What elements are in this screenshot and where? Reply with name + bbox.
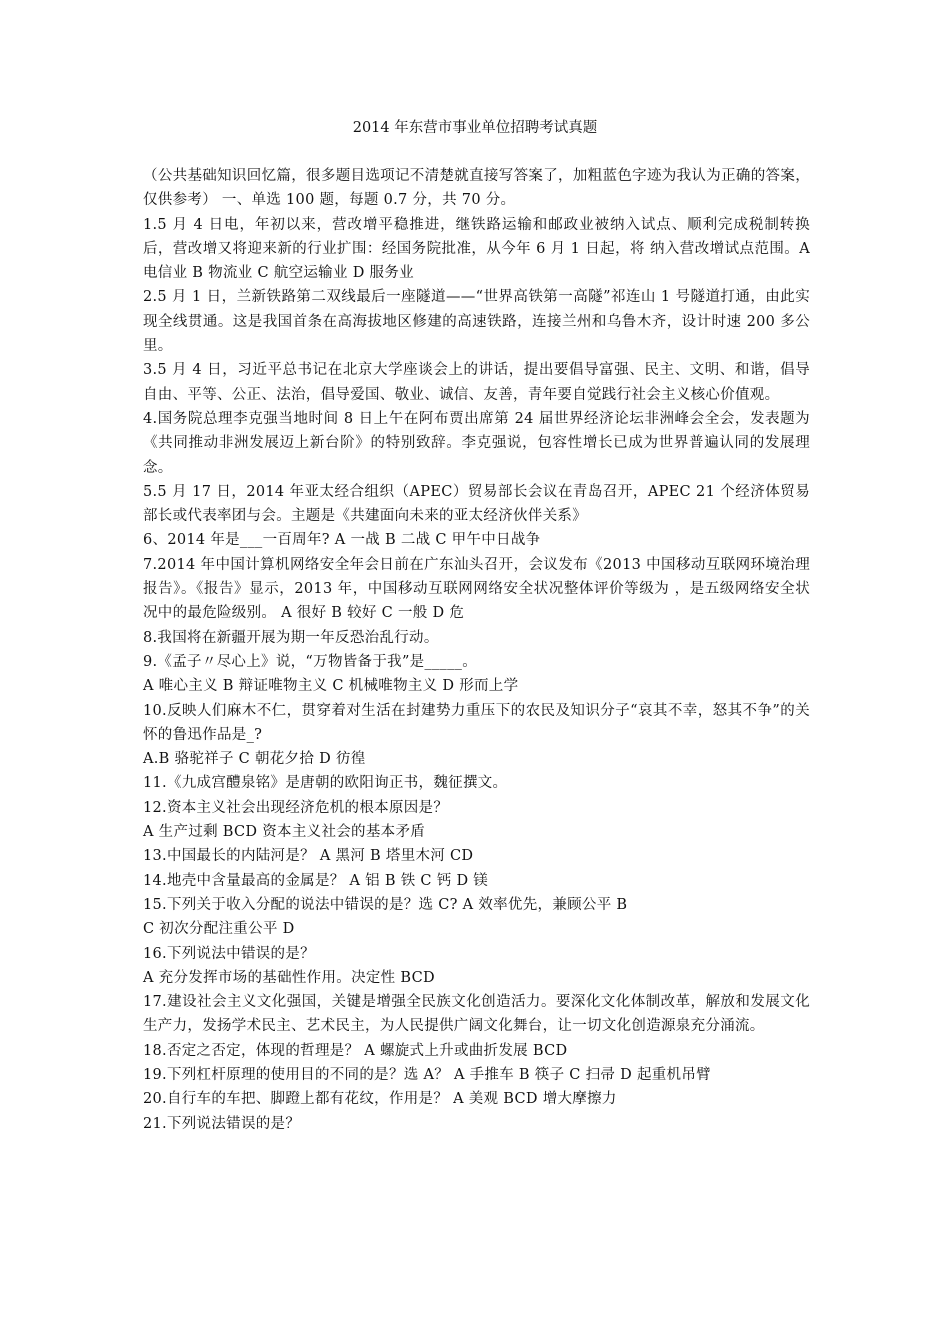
question-14: 14.地壳中含量最高的金属是？ A 铝 B 铁 C 钙 D 镁 [143, 872, 489, 889]
question-9: 9.《孟子〃尽心上》说，“万物皆备于我”是_____。 [143, 653, 478, 670]
question-1: 1.5 月 4 日电，年初以来，营改增平稳推进，继铁路运输和邮政业被纳入试点、顺利完成税制转换后，营改增又将迎来新的行业扩围：经国务院批准，从今年 6 月 1 日起，将 纳入营改增试点范围。A 电信业 B 物流业 C 航空运输业 D 服务业 [143, 216, 810, 282]
question-3: 3.5 月 4 日，习近平总书记在北京大学座谈会上的讲话，提出要倡导富强、民主、文明、和谐，倡导自由、平等、公正、法治，倡导爱国、敬业、诚信、友善，青年要自觉践行社会主义核心价值观。 [143, 362, 810, 403]
question-11: 11.《九成宫醴泉铭》是唐朝的欧阳询正书，魏征撰文。 [143, 775, 508, 792]
question-16: 16.下列说法中错误的是？ [143, 945, 315, 962]
question-15-options: C 初次分配注重公平 D [143, 921, 295, 938]
question-6: 6、2014 年是___一百周年? A 一战 B 二战 C 甲午中日战争 [143, 532, 541, 549]
intro-paragraph: （公共基础知识回忆篇，很多题目选项记不清楚就直接写答案了，加粗蓝色字迹为我认为正确的答案，仅供参考） 一、单选 100 题，每题 0.7 分，共 70 分。 [143, 168, 810, 209]
question-20: 20.自行车的车把、脚蹬上都有花纹，作用是？ A 美观 BCD 增大摩擦力 [143, 1091, 617, 1108]
document-body [143, 164, 810, 1136]
question-7: 7.2014 年中国计算机网络安全年会日前在广东汕头召开，会议发布《2013 中国移动互联网环境治理报告》。《报告》显示，2013 年，中国移动互联网网络安全状况整体评价等级为 ，是五级网络安全状况中的最危险级别。 A 很好 B 较好 C 一般 D 危 [143, 556, 810, 622]
question-5: 5.5 月 17 日，2014 年亚太经合组织（APEC）贸易部长会议在青岛召开，APEC 21 个经济体贸易部长或代表率团与会。主题是《共建面向未来的亚太经济伙伴关系》 [143, 483, 810, 525]
question-18: 18.否定之否定，体现的哲理是？ A 螺旋式上升或曲折发展 BCD [143, 1042, 568, 1059]
question-10: 10.反映人们麻木不仁，贯穿着对生活在封建势力重压下的农民及知识分子“哀其不幸，怒其不争”的关怀的鲁迅作品是_? [143, 702, 810, 743]
question-4: 4.国务院总理李克强当地时间 8 日上午在阿布贾出席第 24 届世界经济论坛非洲峰会全会，发表题为《共同推动非洲发展迈上新台阶》的特别致辞。李克强说，包容性增长已成为世界普遍认同的发展理念。 [143, 410, 810, 476]
question-12-options: A 生产过剩 BCD 资本主义社会的基本矛盾 [143, 824, 426, 841]
question-10-options: A.B 骆驼祥子 C 朝花夕拾 D 彷徨 [143, 751, 366, 768]
question-13: 13.中国最长的内陆河是？ A 黑河 B 塔里木河 CD [143, 848, 474, 865]
question-15: 15.下列关于收入分配的说法中错误的是？选 C? A 效率优先，兼顾公平 B [143, 896, 628, 913]
question-17: 17.建设社会主义文化强国，关键是增强全民族文化创造活力。要深化文化体制改革，解放和发展文化生产力，发扬学术民主、艺术民主，为人民提供广阔文化舞台，让一切文化创造源泉充分涌流。 [143, 994, 810, 1035]
question-21: 21.下列说法错误的是？ [143, 1115, 301, 1132]
question-8: 8.我国将在新疆开展为期一年反恐治乱行动。 [143, 629, 439, 646]
question-12: 12.资本主义社会出现经济危机的根本原因是？ [143, 799, 449, 816]
question-9-options: A 唯心主义 B 辩证唯物主义 C 机械唯物主义 D 形而上学 [143, 678, 519, 695]
document-title: 2014 年东营市事业单位招聘考试真题 [352, 120, 598, 136]
question-2: 2.5 月 1 日，兰新铁路第二双线最后一座隧道——“世界高铁第一高隧”祁连山 1 号隧道打通，由此实现全线贯通。这是我国首条在高海拔地区修建的高速铁路，连接兰州和乌鲁木齐，设计时速 200 多公里。 [143, 289, 810, 355]
question-16-options: A 充分发挥市场的基础性作用。决定性 BCD [143, 969, 435, 986]
question-19: 19.下列杠杆原理的使用目的不同的是？选 A？ A 手推车 B 筷子 C 扫帚 D 起重机吊臂 [143, 1066, 711, 1083]
